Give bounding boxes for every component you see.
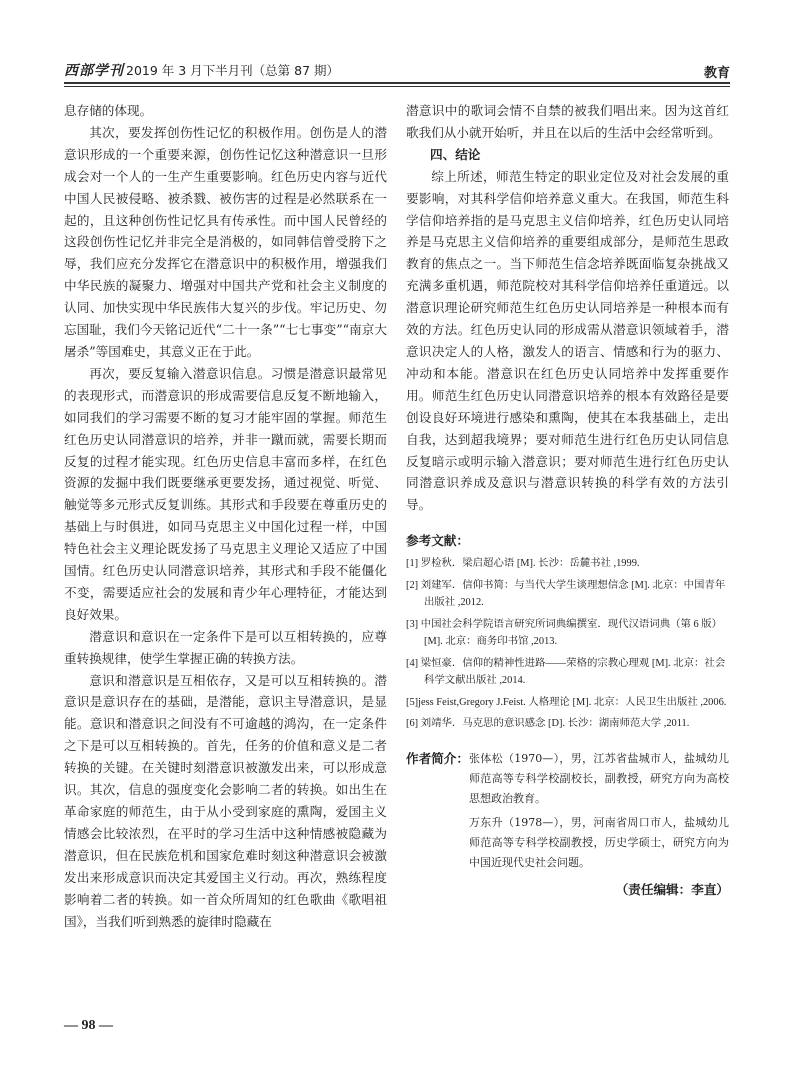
page-header: [64, 60, 730, 82]
author-bio: 张体松（1970—），男，江苏省盐城市人，盐城幼儿师范高等专科学校副校长，副教授，研究方向为高校思想政治教育。: [468, 751, 729, 805]
header-rule-thin: [64, 86, 730, 87]
right-column: [406, 100, 729, 898]
author-bio: 万东升（1978—），男，河南省周口市人，盐城幼儿师范高等专科学校副教授，历史学硕士，研究方向为中国近现代史社会问题。: [468, 815, 729, 869]
author-info: [406, 749, 729, 877]
issue-info: 2019 年 3 月下半月刊（总第 87 期）: [126, 63, 340, 78]
reference-item: [4] 梁恒豪．信仰的精神性进路——荣格的宗教心理观 [M]. 北京：社会科学文献出版社 ,2014.: [406, 657, 726, 687]
paragraph: 潜意识中的歌词会情不自禁的被我们唱出来。因为这首红歌我们从小就开始听，并且在以后的生活中会经常听到。: [406, 103, 729, 140]
reference-list: [406, 555, 729, 733]
paragraph: 再次，要反复输入潜意识信息。习惯是潜意识最常见的表现形式，而潜意识的形成需要信息反复不断地输入，如同我们的学习需要不断的复习才能牢固的掌握。师范生红色历史认同潜意识的培养，并非一蹴而就，需要长期而反复的过程才能实现。红色历史信息丰富而多样，在红色资源的发掘中我们既要继承更要发扬，通过视觉、听觉、触觉等多元形式反复训练。其形式和手段要在尊重历史的基础上与时俱进，如同马克思主义中国化过程一样，中国特色社会主义理论既发扬了马克思主义理论又适应了中国国情。红色历史认同潜意识培养，其形式和手段不能僵化不变，需要适应社会的发展和青少年心理特征，才能达到良好效果。: [64, 365, 387, 622]
journal-logo: 西部学刊: [64, 63, 124, 79]
reference-item: [2] 刘建军．信仰书简：与当代大学生谈理想信念 [M]. 北京：中国青年出版社 ,2012.: [406, 579, 726, 609]
paragraph: 综上所述，师范生特定的职业定位及对社会发展的重要影响，对其科学信仰培养意义重大。在我国，师范生科学信仰培养指的是马克思主义信仰培养，红色历史认同培养是马克思主义信仰培养的重要组成部分，是师范生思政教育的焦点之一。当下师范生信念培养既面临复杂挑战又充满多重机遇，师范院校对其科学信仰培养任重道远。以潜意识理论研究师范生红色历史认同培养是一种根本而有效的方法。红色历史认同的形成需从潜意识领域着手，潜意识决定人的人格，激发人的语言、情感和行为的驱力、冲动和本能。潜意识在红色历史认同培养中发挥重要作用。师范生红色历史认同潜意识培养的根本有效路径是要创设良好环境进行感染和熏陶，使其在本我基础上，走出自我，达到超我境界；要对师范生进行红色历史认同信息反复暗示或明示输入潜意识；要对师范生进行红色历史认同潜意识养成及意识与潜意识转换的科学有效的方法引导。: [406, 168, 729, 513]
section-heading: 四、结论: [430, 146, 481, 162]
reference-item: [3] 中国社会科学院语言研究所词典编撰室．现代汉语词典（第 6 版）[M]. 北京：商务印书馆 ,2013.: [406, 618, 723, 648]
section-label: 教育: [703, 66, 730, 81]
responsible-editor: （责任编辑：李直）: [615, 881, 729, 897]
reference-item: [6] 刘靖华．马克思的意识感念 [D]. 长沙：湖南师范大学 ,2011.: [406, 718, 690, 730]
reference-item: [5]jess Feist,Gregory J.Feist. 人格理论 [M]. 北京：人民卫生出版社 ,2006.: [406, 696, 727, 708]
references-heading: 参考文献：: [406, 533, 469, 549]
paragraph: 意识和潜意识是互相依存，又是可以互相转换的。潜意识是意识存在的基础，是潜能，意识主导潜意识，是显能。意识和潜意识之间没有不可逾越的鸿沟，在一定条件之下是可以互相转换的。首先，任务的价值和意义是二者转换的关键。在关键时刻潜意识被激发出来，可以形成意识。其次，信息的强度变化会影响二者的转换。如出生在革命家庭的师范生，由于从小受到家庭的熏陶，爱国主义情感会比较浓烈，在平时的学习生活中这种情感被隐藏为潜意识，但在民族危机和国家危难时刻这种潜意识会被激发出来形成意识而决定其爱国主义行动。再次，熟练程度影响着二者的转换。如一首众所周知的红色歌曲《歌唱祖国》，当我们听到熟悉的旋律时隐藏在: [64, 672, 387, 929]
paragraph: 其次，要发挥创伤性记忆的积极作用。创伤是人的潜意识形成的一个重要来源，创伤性记忆这种潜意识一旦形成会对一个人的一生产生重要影响。红色历史内容与近代中国人民被侵略、被杀戮、被伤害的过程是必然联系在一起的，且这种创伤性记忆具有传承性。而中国人民曾经的这段创伤性记忆并非完全是消极的，如同韩信曾受胯下之辱，我们应充分发挥它在潜意识中的积极作用，增强我们中华民族的凝聚力、增强对中国共产党和社会主义制度的认同、加快实现中华民族伟大复兴的步伐。牢记历史、勿忘国耻，我们今天铭记近代“二十一条”“七七事变”“南京大屠杀”等国难史，其意义正在于此。: [64, 124, 387, 359]
paragraph: 息存储的体现。: [64, 103, 153, 118]
reference-item: [1] 罗检秋．梁启超心语 [M]. 长沙：岳麓书社 ,1999.: [406, 558, 640, 570]
paragraph: 潜意识和意识在一定条件下是可以互相转换的，应尊重转换规律，使学生掌握正确的转换方法。: [64, 628, 387, 666]
left-column: [64, 100, 387, 932]
author-label: 作者简介：: [406, 750, 469, 766]
header-rule-thick: [64, 82, 730, 84]
page-number: — 98 —: [64, 1018, 113, 1033]
